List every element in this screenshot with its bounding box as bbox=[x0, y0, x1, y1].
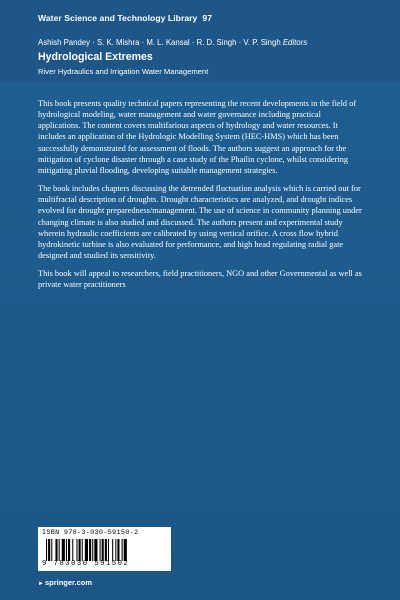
blurb-paragraph-2: The book includes chapters discussing the detrended fluctuation analysis which is carried out for multifractal description of droughts. Drought characteristics are analyzed, and drought indices evolved for drought preparedness/management. The use of science in community planning under changing climate is also studied and discussed. The authors present and experimental study wherein hydraulic coefficients are calibrated by using vertical orifice. A cross flow hybrid hydrokinetic turbine is also evaluated for performance, and high head regulating radial gate designed and studied its sensitivity. bbox=[38, 184, 362, 261]
barcode-box bbox=[38, 527, 171, 571]
blurb-paragraph-3: This book will appeal to researchers, field practitioners, NGO and other Governmental as well as private water practitioners bbox=[38, 269, 362, 290]
series-name: Water Science and Technology Library bbox=[38, 13, 198, 23]
series-line bbox=[38, 13, 212, 23]
publisher-link[interactable] bbox=[38, 578, 92, 587]
barcode-icon bbox=[46, 539, 162, 561]
arrow-icon: ► bbox=[38, 581, 44, 587]
blurb bbox=[38, 98, 364, 298]
editors-suffix: Editors bbox=[282, 38, 308, 47]
isbn-text: ISBN 978-3-030-59150-2 bbox=[42, 529, 139, 537]
blurb-paragraph-1: This book presents quality technical papers representing the recent developments in the field of hydrological modeling, water management and water governance including practical applications. The content covers multifarious aspects of hydrology and water resources. It includes an application of the Hydrologic Modelling System (HEC-HMS) which has been successfully demonstrated for assessment of floods. The authors suggest an approach for the mitigation of cyclone disaster through a case study of the Phailin cyclone, whilst considering mitigating pluvial flooding, developing suitable management strategies. bbox=[38, 99, 357, 175]
publisher-site: springer.com bbox=[44, 578, 93, 587]
editors-line bbox=[38, 38, 307, 47]
barcode-digits: 9 783030 591502 bbox=[42, 560, 130, 568]
editor-names: Ashish Pandey · S. K. Mishra · M. L. Kansal · R. D. Singh · V. P. Singh bbox=[38, 38, 281, 47]
series-volume: 97 bbox=[202, 13, 213, 23]
book-subtitle: River Hydraulics and Irrigation Water Management bbox=[38, 67, 209, 76]
book-title: Hydrological Extremes bbox=[38, 51, 153, 63]
